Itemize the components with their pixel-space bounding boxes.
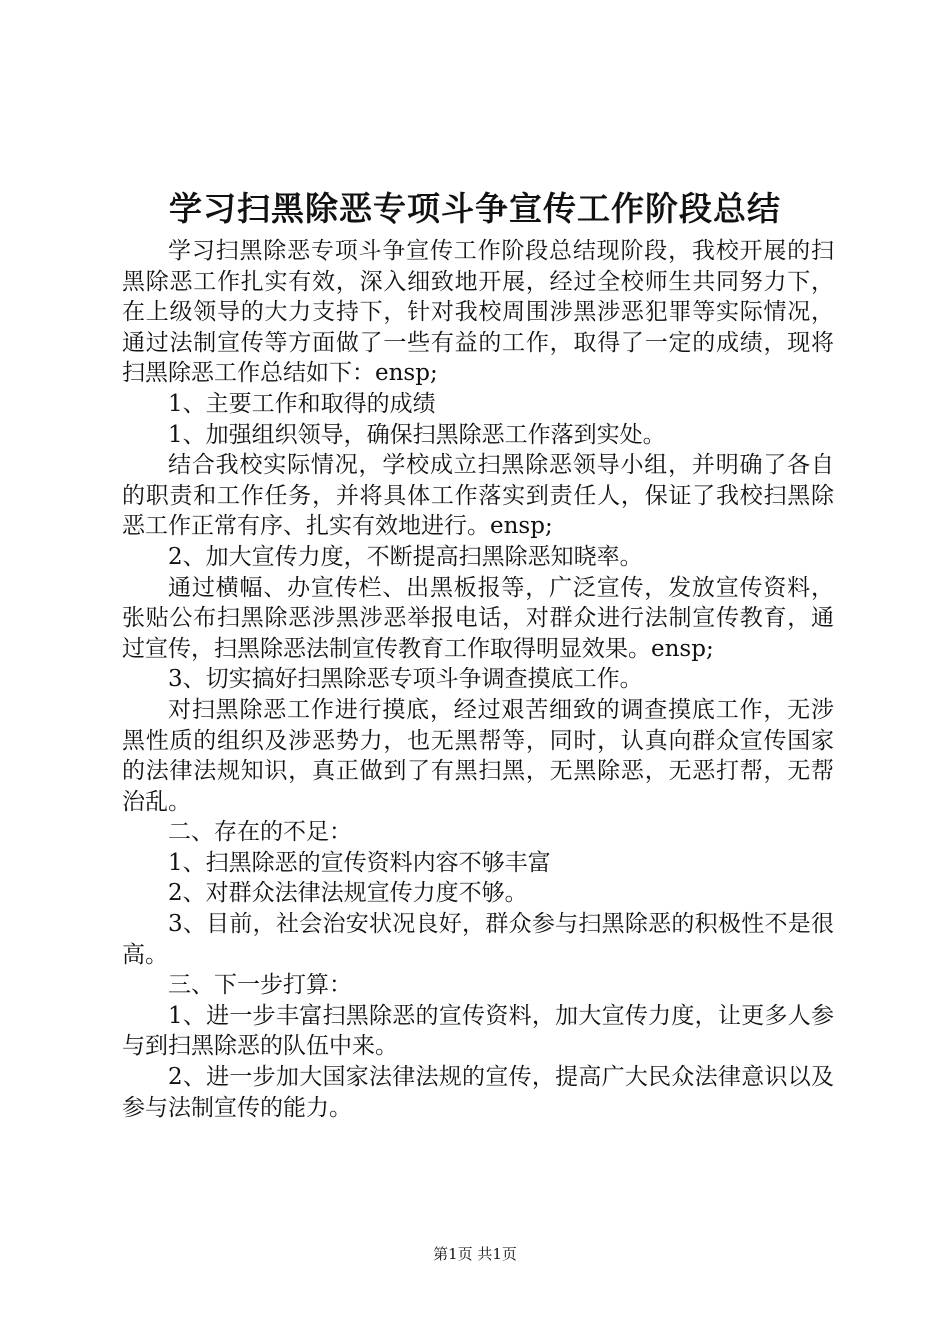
shortcoming-item-3: 3、目前，社会治安状况良好，群众参与扫黑除恶的积极性不是很高。: [122, 911, 834, 968]
heading-shortcomings: 二、存在的不足：: [168, 819, 352, 846]
next-step-item-2: 2、进一步加大国家法律法规的宣传，提高广大民众法律意识以及参与法制宣传的能力。: [122, 1064, 834, 1121]
shortcoming-item-1: 1、扫黑除恶的宣传资料内容不够丰富: [168, 849, 551, 876]
page-footer: 第1页 共1页: [433, 1245, 517, 1263]
heading-main-work: 1、主要工作和取得的成绩: [168, 390, 436, 417]
heading-next-steps: 三、下一步打算：: [168, 972, 352, 999]
document-body: [122, 236, 834, 1123]
next-step-item-1: 1、进一步丰富扫黑除恶的宣传资料，加大宣传力度，让更多人参与到扫黑除恶的队伍中来。: [122, 1002, 834, 1060]
paragraph-investigation: 对扫黑除恶工作进行摸底，经过艰苦细致的调查摸底工作，无涉黑性质的组织及涉恶势力，也无黑帮等，同时，认真向群众宣传国家的法律法规知识，真正做到了有黑扫黑，无黑除恶，无恶打帮，无帮治乱。: [122, 696, 834, 815]
document-title: 学习扫黑除恶专项斗争宣传工作阶段总结: [169, 189, 781, 228]
subheading-investigation: 3、切实搞好扫黑除恶专项斗争调查摸底工作。: [168, 666, 643, 693]
subheading-leadership: 1、加强组织领导，确保扫黑除恶工作落到实处。: [168, 421, 666, 448]
shortcoming-item-2: 2、对群众法律法规宣传力度不够。: [168, 880, 528, 907]
paragraph-leadership: 结合我校实际情况，学校成立扫黑除恶领导小组，并明确了各自的职责和工作任务，并将具体工作落实到责任人，保证了我校扫黑除恶工作正常有序、扎实有效地进行。ensp;: [122, 452, 834, 540]
subheading-publicity: 2、加大宣传力度，不断提高扫黑除恶知晓率。: [168, 543, 643, 570]
paragraph-intro: 学习扫黑除恶专项斗争宣传工作阶段总结现阶段，我校开展的扫黑除恶工作扎实有效，深入细致地开展，经过全校师生共同努力下，在上级领导的大力支持下，针对我校周围涉黑涉恶犯罪等实际情况，通过法制宣传等方面做了一些有益的工作，取得了一定的成绩，现将扫黑除恶工作总结如下：ensp;: [122, 238, 834, 387]
paragraph-publicity: 通过横幅、办宣传栏、出黑板报等，广泛宣传，发放宣传资料，张贴公布扫黑除恶涉黑涉恶举报电话，对群众进行法制宣传教育，通过宣传，扫黑除恶法制宣传教育工作取得明显效果。ensp;: [122, 574, 834, 662]
